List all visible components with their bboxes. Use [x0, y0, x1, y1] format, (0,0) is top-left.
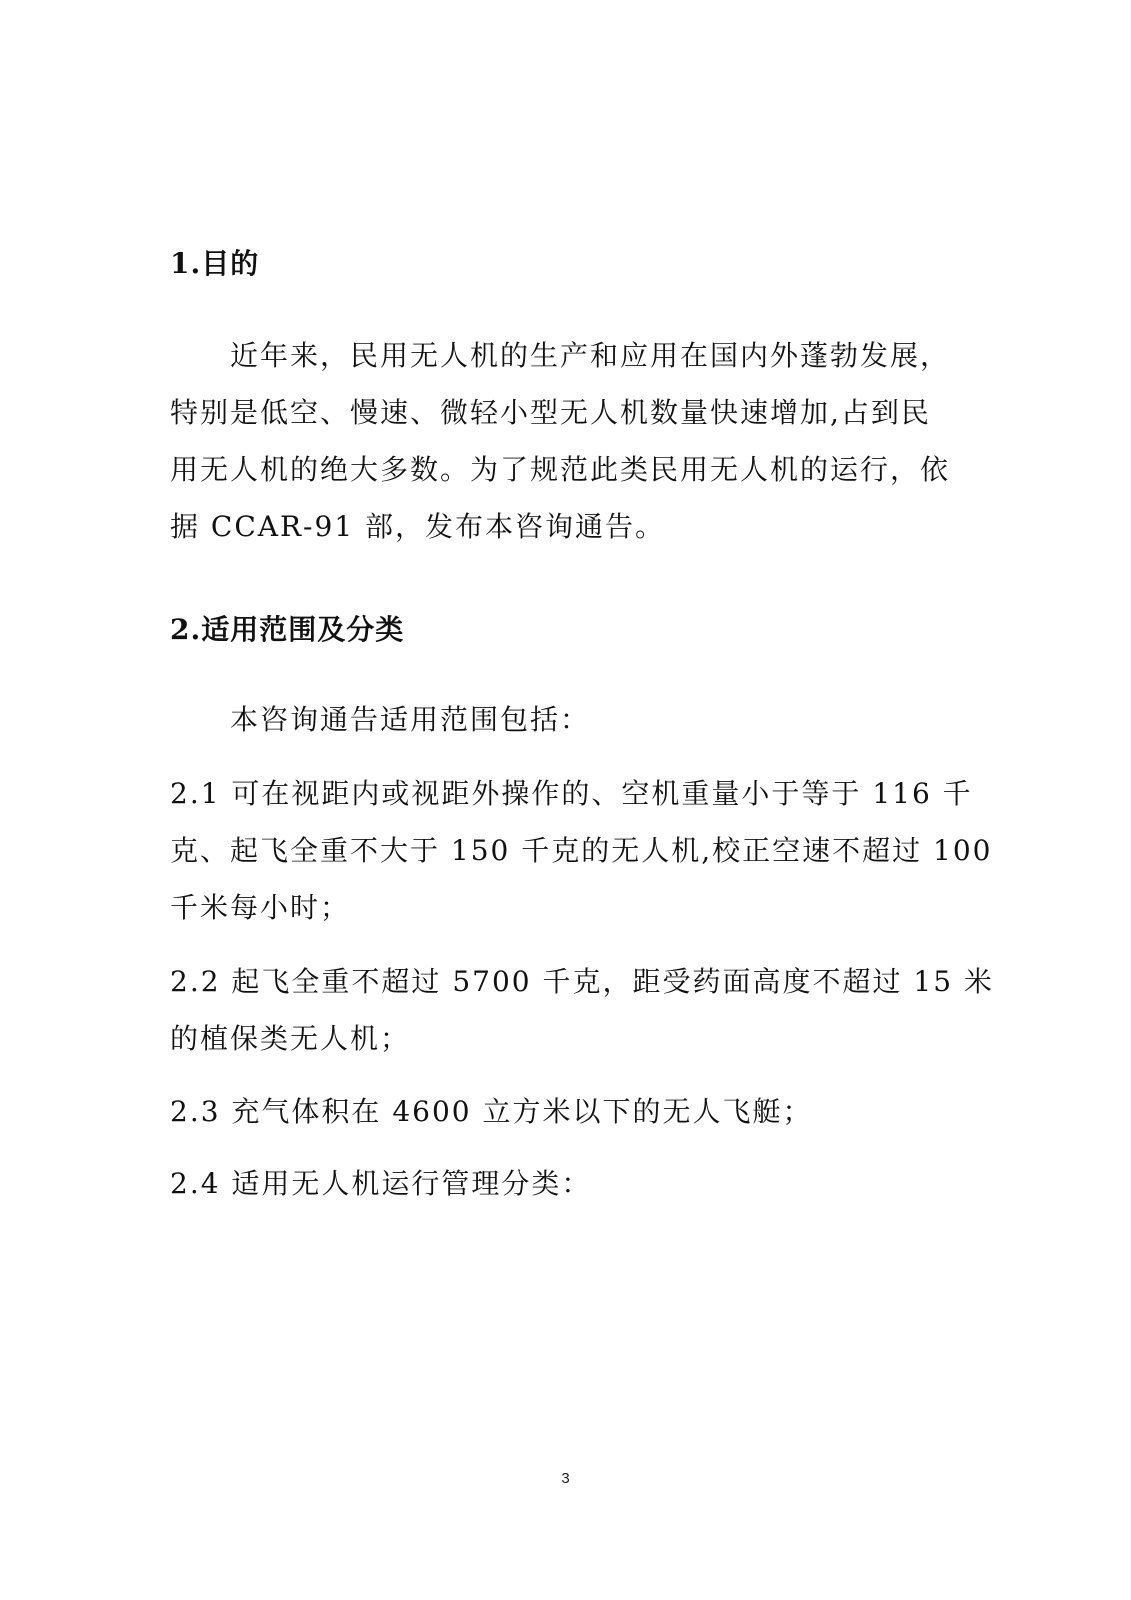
item-2-4	[170, 1155, 945, 1212]
paragraph-line: 用无人机的绝大多数。为了规范此类民用无人机的运行，依	[170, 453, 951, 486]
paragraph-line: 特别是低空、慢速、微轻小型无人机数量快速增加,占到民	[170, 396, 931, 429]
item-line: 2.2 起飞全重不超过 5700 千克，距受药面高度不超过 15 米	[170, 965, 994, 998]
intro-line: 本咨询通告适用范围包括：	[230, 703, 591, 736]
section-2-heading: 2.适用范围及分类	[170, 613, 405, 646]
paragraph-line: 据 CCAR-91 部，发布本咨询通告。	[170, 510, 666, 543]
item-2-1	[170, 765, 993, 936]
section-1-paragraph	[170, 327, 951, 555]
item-line: 2.3 充气体积在 4600 立方米以下的无人飞艇；	[170, 1095, 813, 1128]
section-1-heading: 1.目的	[170, 247, 260, 280]
item-line: 千米每小时；	[170, 891, 351, 924]
item-2-2	[170, 953, 994, 1067]
item-2-3	[170, 1083, 945, 1140]
paragraph-line: 近年来，民用无人机的生产和应用在国内外蓬勃发展，	[230, 339, 951, 372]
item-line: 2.4 适用无人机运行管理分类：	[170, 1167, 592, 1200]
item-line: 的植保类无人机；	[170, 1022, 411, 1055]
page-number: 3	[561, 1470, 570, 1487]
item-line: 克、起飞全重不大于 150 千克的无人机,校正空速不超过 100	[170, 834, 993, 867]
item-line: 2.1 可在视距内或视距外操作的、空机重量小于等于 116 千	[170, 777, 973, 810]
section-2-intro	[170, 691, 945, 748]
